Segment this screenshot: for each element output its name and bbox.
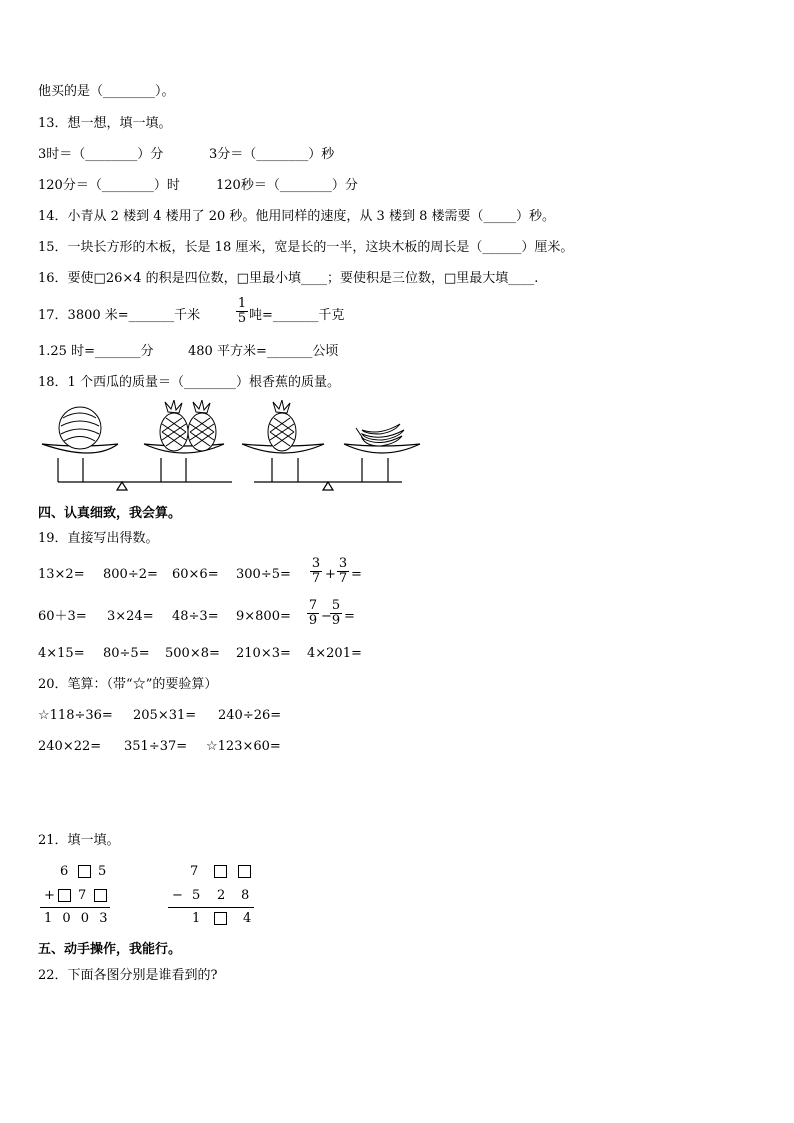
q19-r1-op: + (325, 567, 336, 582)
q20-title: 20．笔算：（带“☆”的要验算） (38, 677, 218, 692)
q19-r2-3: 48÷3= (172, 609, 219, 624)
q20-r2-2: 351÷37= (124, 739, 188, 754)
q19-r2-frac-a (307, 599, 319, 628)
pineapple-icon (268, 400, 296, 451)
q17-a: 17．3800 米=_______千米 (38, 308, 201, 323)
frac-num: 3 (311, 556, 321, 571)
digit: 7 (78, 888, 87, 903)
q17-b: 吨=_______千克 (249, 308, 345, 323)
q22: 22．下面各图分别是谁看到的? (38, 968, 218, 983)
q20-r2-1: 240×22= (38, 739, 102, 754)
digit: 2 (217, 888, 226, 903)
q19-r3-3: 500×8= (165, 646, 220, 661)
digit: 5 (98, 864, 107, 879)
q19-r2-eq: = (344, 609, 355, 624)
blank-box[interactable] (94, 889, 107, 902)
blank-box[interactable] (238, 865, 251, 878)
q19-r1-frac-b (337, 557, 349, 586)
frac-num: 5 (331, 598, 341, 613)
sum-result: 1 0 0 3 (44, 911, 111, 926)
operator: − (172, 888, 183, 903)
q20-r1-1: ☆118÷36= (38, 708, 113, 723)
q13-a: 3时＝（________）分 (38, 147, 164, 162)
q20-r1-3: 240÷26= (218, 708, 282, 723)
section-5-heading: 五、动手操作，我能行。 (38, 942, 182, 957)
q12-tail: 他买的是（________）。 (38, 84, 175, 99)
operator: + (44, 888, 55, 903)
q17-fraction-num: 1 (237, 296, 247, 311)
q18: 18．1 个西瓜的质量＝（________）根香蕉的质量。 (38, 375, 340, 390)
blank-box[interactable] (78, 865, 91, 878)
q17-d: 480 平方米=_______公顷 (188, 344, 339, 359)
frac-den: 7 (338, 571, 348, 586)
digit: 4 (243, 911, 252, 926)
blank-box[interactable] (214, 865, 227, 878)
q19-r1-1: 13×2= (38, 567, 85, 582)
q13-c: 120分＝（________）时 (38, 178, 180, 193)
q20-r1-2: 205×31= (133, 708, 197, 723)
balance-scale-illustration (36, 400, 426, 496)
digit: 8 (241, 888, 250, 903)
frac-den: 7 (311, 571, 321, 586)
q19-r1-4: 300÷5= (236, 567, 291, 582)
pineapple-icon (160, 400, 188, 451)
q19-r2-frac-b (330, 599, 342, 628)
digit: 1 (192, 911, 201, 926)
q19-r1-eq: = (351, 567, 362, 582)
blank-box[interactable] (214, 912, 227, 925)
q16: 16．要使□26×4 的积是四位数，□里最小填____；要使积是三位数，□里最大填____. (38, 271, 539, 286)
frac-num: 3 (338, 556, 348, 571)
q13-d: 120秒＝（________）分 (216, 178, 358, 193)
q19-r1-frac-a (310, 557, 322, 586)
q19-r3-5: 4×201= (307, 646, 362, 661)
q17-c: 1.25 时=_______分 (38, 344, 154, 359)
digit: 7 (190, 864, 199, 879)
pineapple-icon (188, 400, 216, 451)
q13-b: 3分＝（________）秒 (209, 147, 335, 162)
watermelon-icon (59, 407, 101, 449)
diff-line (168, 907, 254, 908)
sum-line (40, 907, 110, 908)
banana-icon (356, 424, 404, 446)
digit: 5 (192, 888, 201, 903)
frac-den: 9 (308, 613, 318, 628)
q19-r2-4: 9×800= (236, 609, 291, 624)
blank-box[interactable] (58, 889, 71, 902)
q17-fraction (236, 297, 248, 326)
section-4-heading: 四、认真细致，我会算。 (38, 506, 182, 521)
q17-fraction-den: 5 (237, 311, 247, 326)
digit: 6 (60, 864, 69, 879)
frac-num: 7 (308, 598, 318, 613)
q19-r3-2: 80÷5= (103, 646, 150, 661)
q19-r1-3: 60×6= (172, 567, 219, 582)
q19-r3-1: 4×15= (38, 646, 85, 661)
q14: 14．小青从 2 楼到 4 楼用了 20 秒。他用同样的速度，从 3 楼到 8 楼需要（_____）秒。 (38, 209, 555, 224)
q13-title: 13．想一想，填一填。 (38, 116, 172, 131)
q19-title: 19．直接写出得数。 (38, 531, 159, 546)
right-balance (242, 444, 420, 490)
q19-r1-2: 800÷2= (103, 567, 158, 582)
q19-r3-4: 210×3= (236, 646, 291, 661)
frac-den: 9 (331, 613, 341, 628)
q15: 15．一块长方形的木板，长是 18 厘米，宽是长的一半，这块木板的周长是（______）厘米。 (38, 240, 574, 255)
q19-r2-2: 3×24= (107, 609, 154, 624)
q21-title: 21．填一填。 (38, 833, 120, 848)
q20-r2-3: ☆123×60= (206, 739, 281, 754)
q19-r2-1: 60＋3= (38, 609, 87, 624)
q19-r2-op: − (321, 609, 332, 624)
